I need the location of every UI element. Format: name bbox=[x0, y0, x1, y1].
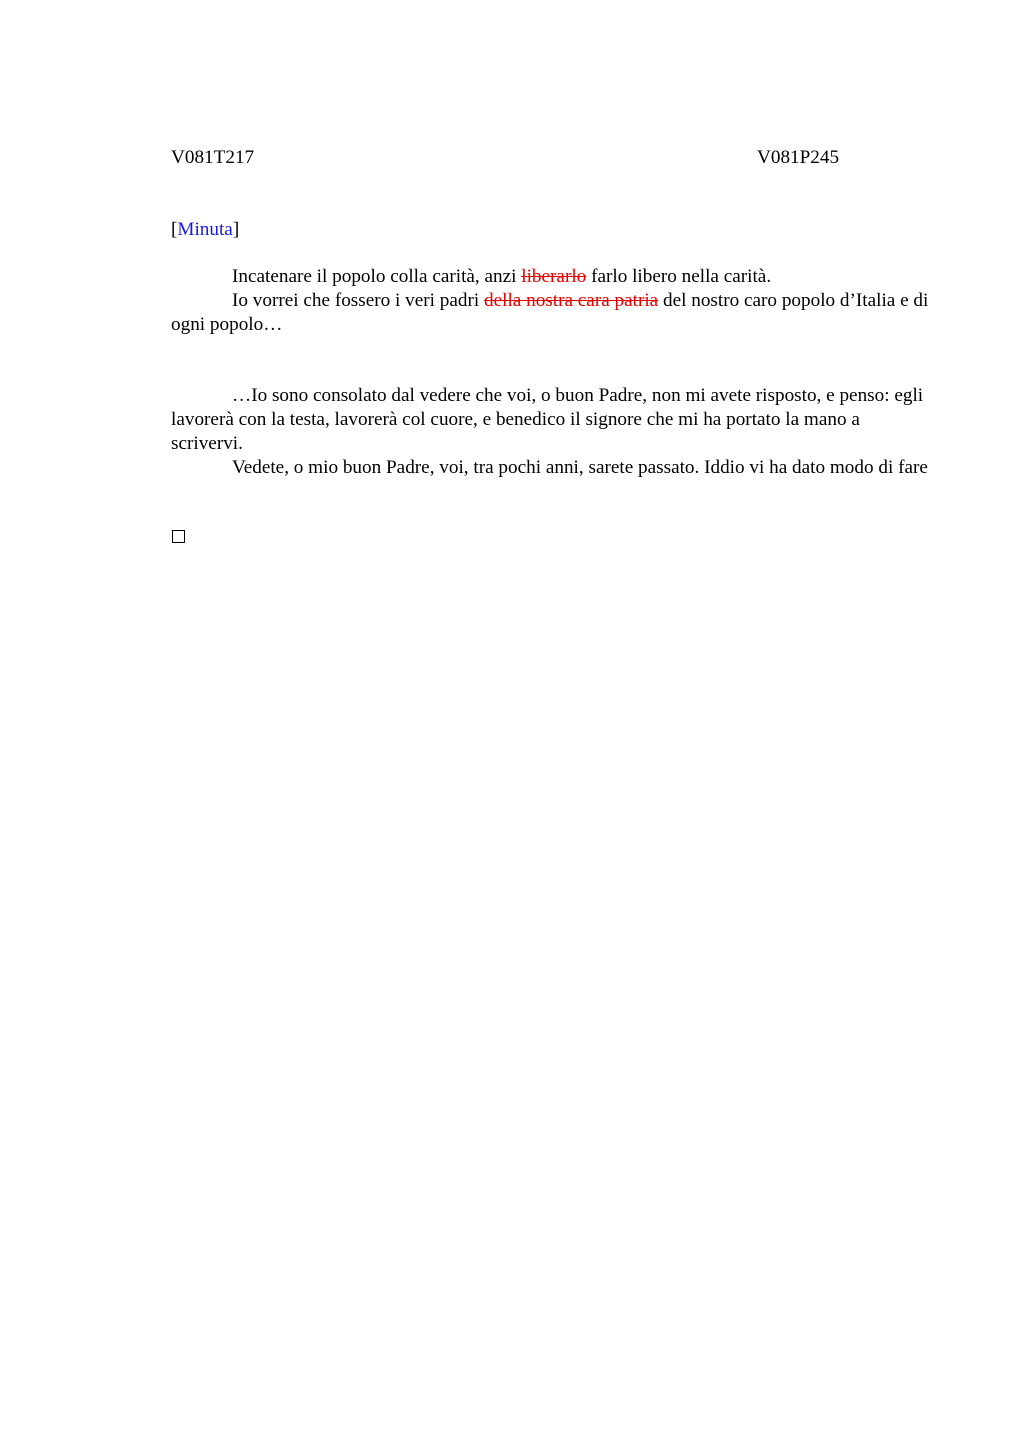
paragraph-1-before: Incatenare il popolo colla carità, anzi bbox=[232, 266, 522, 287]
document-code-right: V081P245 bbox=[757, 147, 840, 168]
paragraph-2-deleted: della nostra cara patria bbox=[484, 290, 659, 311]
paragraph-3: …Io sono consolato dal vedere che voi, o buon Padre, non mi avete risposto, e penso: egli lavorerà con la testa, lavorerà col cuore, e benedico il signore che mi ha portato la mano a scrivervi. bbox=[171, 385, 924, 454]
paragraph-1 bbox=[171, 265, 931, 289]
label-open-bracket: [ bbox=[171, 219, 178, 240]
draft-label bbox=[171, 218, 239, 242]
checkbox-square-icon[interactable] bbox=[172, 530, 185, 543]
paragraph-1-deleted: liberarlo bbox=[521, 266, 587, 287]
paragraph-1-after: farlo libero nella carità. bbox=[586, 266, 772, 287]
paragraph-2-after: del nostro caro popolo d’Italia e di ogni popolo… bbox=[171, 290, 929, 335]
label-close-bracket: ] bbox=[232, 219, 240, 240]
label-text: Minuta bbox=[177, 219, 233, 240]
document-code-left: V081T217 bbox=[171, 147, 255, 168]
paragraph-2-before: Io vorrei che fossero i veri padri bbox=[232, 290, 485, 311]
paragraph-4: Vedete, o mio buon Padre, voi, tra pochi anni, sarete passato. Iddio vi ha dato modo di fare bbox=[232, 457, 928, 478]
paragraph-2 bbox=[171, 289, 931, 337]
